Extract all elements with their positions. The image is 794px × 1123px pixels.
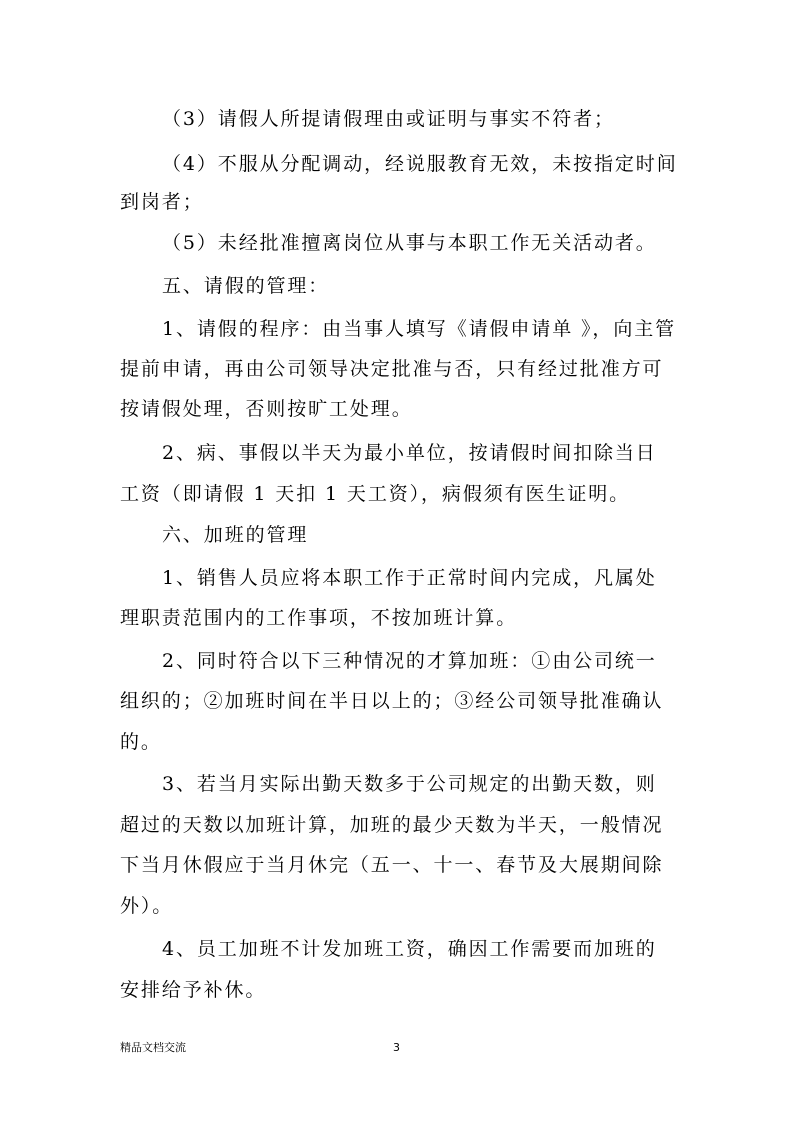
paragraph-line: 安排给予补休。 xyxy=(120,979,267,1001)
paragraph-line: 的。 xyxy=(120,731,162,753)
paragraph-line: （5）未经批准擅离岗位从事与本职工作无关活动者。 xyxy=(162,232,657,254)
paragraph-line: 到岗者； xyxy=(120,191,204,213)
page-number: 3 xyxy=(393,1041,400,1054)
paragraph-line: 理职责范围内的工作事项，不按加班计算。 xyxy=(120,607,518,629)
footer-label: 精品文档交流 xyxy=(120,1041,186,1054)
paragraph-line: （4）不服从分配调动，经说服教育无效，未按指定时间 xyxy=(162,153,678,175)
section-heading: 五、请假的管理： xyxy=(162,275,330,297)
paragraph-line: 提前申请，再由公司领导决定批准与否，只有经过批准方可 xyxy=(120,358,664,380)
paragraph-line: 2、同时符合以下三种情况的才算加班：①由公司统一 xyxy=(162,650,657,672)
paragraph-line: 4、员工加班不计发加班工资，确因工作需要而加班的 xyxy=(162,938,657,960)
paragraph-line: 外）。 xyxy=(120,895,174,917)
section-heading: 六、加班的管理 xyxy=(162,524,309,546)
paragraph-line: 1、销售人员应将本职工作于正常时间内完成，凡属处 xyxy=(162,567,657,589)
paragraph-line: 1、请假的程序：由当事人填写《请假申请单 》，向主管 xyxy=(162,318,677,340)
paragraph-line: 组织的；②加班时间在半日以上的；③经公司领导批准确认 xyxy=(120,690,664,712)
paragraph-line: 超过的天数以加班计算，加班的最少天数为半天，一般情况 xyxy=(120,814,664,836)
paragraph-line: 2、病、事假以半天为最小单位，按请假时间扣除当日 xyxy=(162,442,657,464)
paragraph-line: （3）请假人所提请假理由或证明与事实不符者； xyxy=(162,108,615,130)
paragraph-line: 3、若当月实际出勤天数多于公司规定的出勤天数，则 xyxy=(162,773,657,795)
paragraph-line: 工资（即请假 1 天扣 1 天工资），病假须有医生证明。 xyxy=(120,483,631,505)
paragraph-line: 下当月休假应于当月休完（五一、十一、春节及大展期间除 xyxy=(120,854,664,876)
paragraph-line: 按请假处理，否则按旷工处理。 xyxy=(120,398,413,420)
